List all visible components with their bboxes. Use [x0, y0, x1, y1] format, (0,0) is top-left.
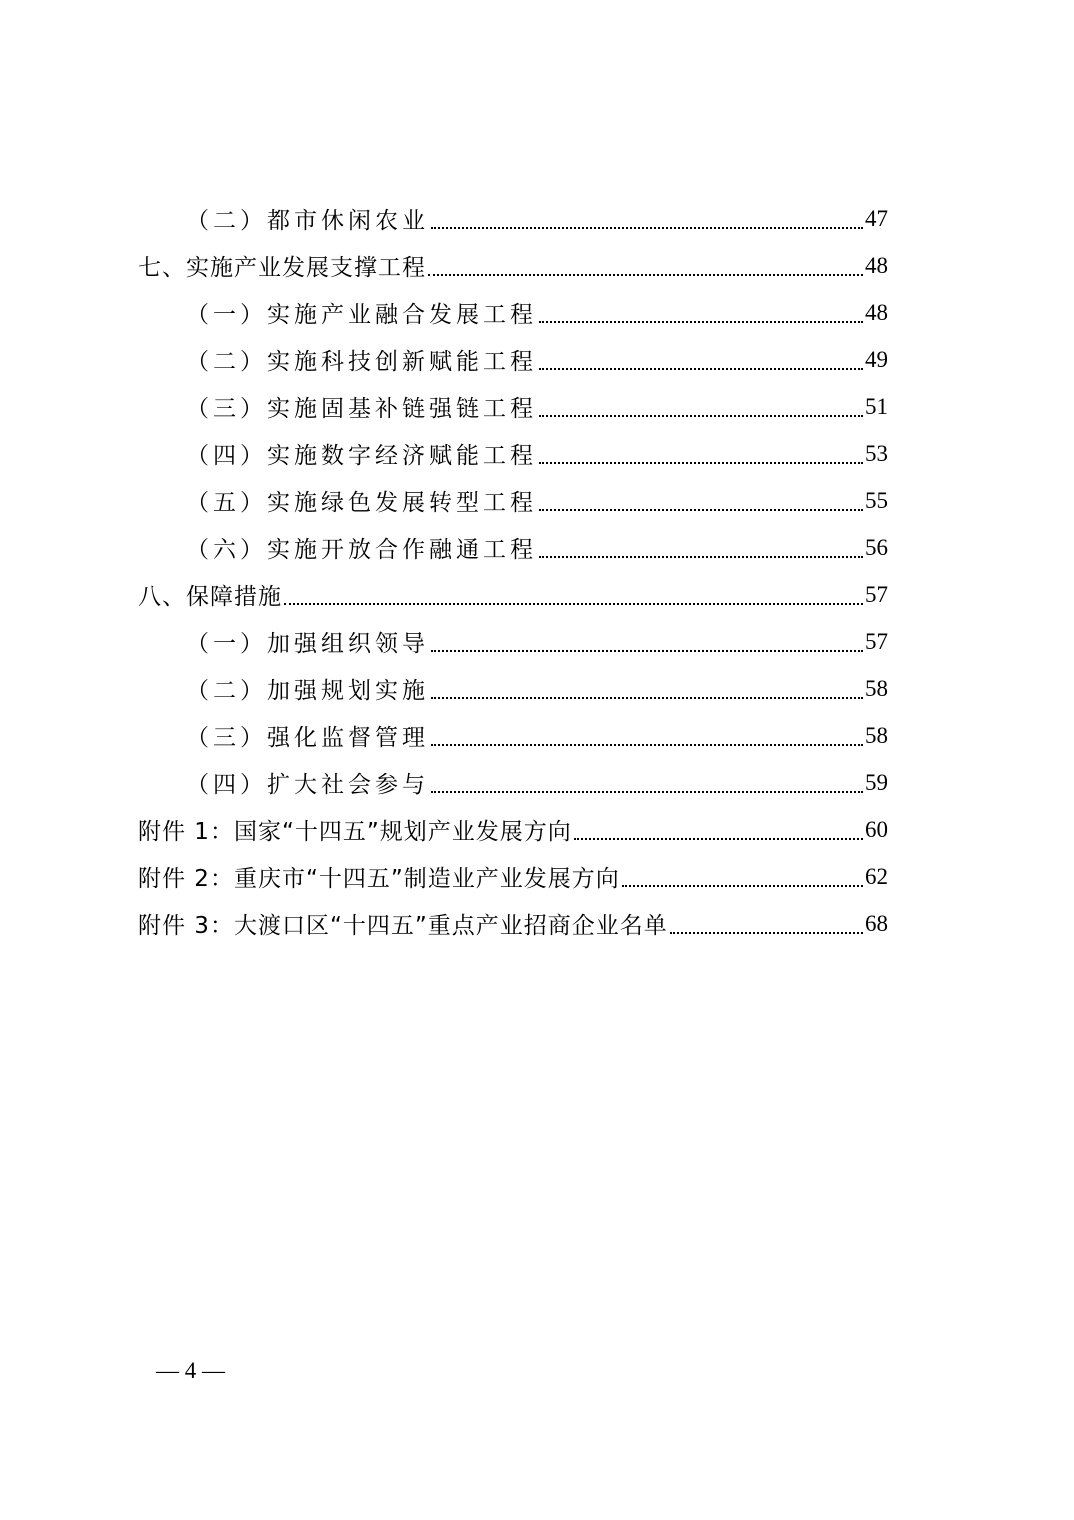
toc-entry-title: （一）加强组织领导: [186, 631, 429, 657]
toc-dot-leader: [539, 368, 863, 370]
toc-entry-page: 68: [865, 910, 888, 936]
toc-dot-leader: [539, 415, 863, 417]
toc-entry[interactable]: [138, 759, 888, 806]
toc-dot-leader: [431, 697, 863, 699]
toc-entry-page: 51: [865, 393, 888, 419]
toc-entry-title: （一）实施产业融合发展工程: [186, 302, 537, 328]
toc-dot-leader: [428, 274, 863, 276]
toc-entry[interactable]: [138, 336, 888, 383]
toc-entry-page: 58: [865, 722, 888, 748]
toc-entry[interactable]: [138, 806, 888, 853]
toc-entry[interactable]: [138, 571, 888, 618]
toc-entry[interactable]: [138, 195, 888, 242]
toc-dot-leader: [670, 932, 863, 934]
toc-entry[interactable]: [138, 618, 888, 665]
toc-entry[interactable]: [138, 853, 888, 900]
toc-entry-page: 49: [865, 346, 888, 372]
toc-entry-page: 59: [865, 769, 888, 795]
toc-entry-title: （三）强化监督管理: [186, 725, 429, 751]
toc-entry[interactable]: [138, 430, 888, 477]
toc-entry-page: 55: [865, 487, 888, 513]
toc-entry-title: （三）实施固基补链强链工程: [186, 396, 537, 422]
table-of-contents: [138, 195, 888, 947]
toc-entry-title: （五）实施绿色发展转型工程: [186, 490, 537, 516]
toc-entry-page: 47: [865, 205, 888, 231]
toc-entry[interactable]: [138, 712, 888, 759]
toc-entry-title: （四）实施数字经济赋能工程: [186, 443, 537, 469]
toc-dot-leader: [622, 885, 863, 887]
toc-dot-leader: [431, 744, 863, 746]
toc-entry-title: 八、保障措施: [138, 584, 282, 610]
toc-entry[interactable]: [138, 900, 888, 947]
toc-dot-leader: [431, 650, 863, 652]
toc-entry-title: 附件 3：大渡口区“十四五”重点产业招商企业名单: [138, 913, 668, 939]
toc-entry[interactable]: [138, 665, 888, 712]
toc-entry-page: 60: [865, 816, 888, 842]
toc-entry-page: 62: [865, 863, 888, 889]
toc-entry-page: 58: [865, 675, 888, 701]
toc-dot-leader: [284, 603, 863, 605]
toc-entry-page: 48: [865, 299, 888, 325]
toc-entry-title: 附件 2：重庆市“十四五”制造业产业发展方向: [138, 866, 620, 892]
toc-dot-leader: [539, 462, 863, 464]
toc-dot-leader: [431, 791, 863, 793]
toc-entry-title: 附件 1：国家“十四五”规划产业发展方向: [138, 819, 572, 845]
toc-entry[interactable]: [138, 477, 888, 524]
toc-entry[interactable]: [138, 289, 888, 336]
toc-entry[interactable]: [138, 524, 888, 571]
toc-dot-leader: [539, 556, 863, 558]
toc-entry-page: 57: [865, 628, 888, 654]
toc-entry-title: （二）实施科技创新赋能工程: [186, 349, 537, 375]
toc-entry-page: 56: [865, 534, 888, 560]
page-number: — 4 —: [156, 1358, 225, 1383]
toc-entry-title: 七、实施产业发展支撑工程: [138, 255, 426, 281]
toc-entry-page: 57: [865, 581, 888, 607]
toc-entry-title: （二）都市休闲农业: [186, 208, 429, 234]
toc-dot-leader: [431, 227, 863, 229]
toc-entry-title: （六）实施开放合作融通工程: [186, 537, 537, 563]
toc-dot-leader: [574, 838, 863, 840]
toc-entry-title: （四）扩大社会参与: [186, 772, 429, 798]
toc-dot-leader: [539, 321, 863, 323]
toc-entry[interactable]: [138, 383, 888, 430]
toc-entry-page: 53: [865, 440, 888, 466]
toc-dot-leader: [539, 509, 863, 511]
toc-entry-page: 48: [865, 252, 888, 278]
toc-entry[interactable]: [138, 242, 888, 289]
toc-entry-title: （二）加强规划实施: [186, 678, 429, 704]
